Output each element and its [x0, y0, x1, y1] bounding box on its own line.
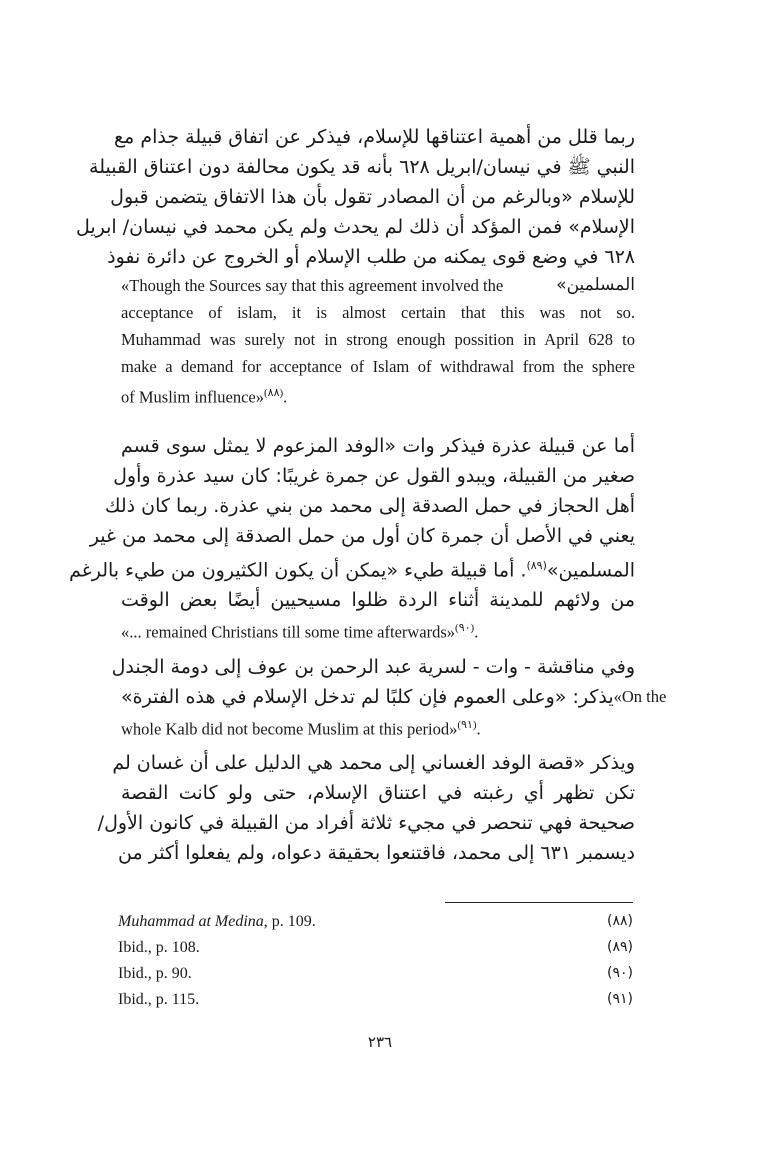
arabic-line-with-ref: [69, 551, 635, 585]
arabic-line: صحيحة فهي تنحصر في مجيء ثلاثة أفراد من القبيلة في كانون الأول/: [97, 812, 635, 834]
english-quote: «... remained Christians till some time afterwards»: [121, 622, 456, 642]
arabic-line: صغير من القبيلة، ويبدو القول عن جمرة غريبًا: كان سيد عذرة وأول: [113, 465, 635, 487]
arabic-line: ويذكر «قصة الوفد الغساني إلى محمد هي الدليل على أن غسان لم: [112, 752, 635, 774]
footnote-number: (٩١): [607, 991, 633, 1007]
footnote-ref: (٨٨): [263, 387, 284, 399]
english-line: Muhammad was surely not in strong enough possition in April 628 to: [121, 330, 635, 349]
arabic-text: . أما قبيلة طيء «يمكن أن يكون الكثيرون من طيء بالرغم: [69, 559, 527, 582]
paragraph-udhra: [69, 431, 635, 646]
footnote-ref: (٩٠): [455, 622, 475, 635]
english-quote: whole Kalb did not become Muslim at this period»: [121, 719, 458, 739]
footnote-source: Ibid., p. 108.: [118, 939, 200, 956]
arabic-line: النبي ﷺ في نيسان/ابريل ٦٢٨ بأنه قد يكون محالفة دون اعتناق القبيلة: [89, 156, 635, 178]
english-line: [121, 615, 635, 646]
arabic-line: ربما قلل من أهمية اعتناقها للإسلام، فيذكر عن اتفاق قبيلة جذام مع: [114, 126, 635, 148]
footnote-ref: (٩١): [457, 719, 477, 731]
paragraph-kalb: [111, 652, 667, 743]
arabic-line: من ولائهم للمدينة أثناء الردة ظلوا مسيحيين أيضًا بعض الوقت: [121, 589, 635, 612]
period: .: [474, 622, 479, 642]
footnote-ref: (٨٩): [526, 559, 547, 572]
source-detail: , p. 109.: [263, 913, 316, 930]
arabic-line: أما عن قبيلة عذرة فيذكر وات «الوفد المزعوم لا يمثل سوى قسم: [121, 435, 635, 457]
footnote-source: Ibid., p. 115.: [118, 991, 200, 1008]
footnote-separator: [445, 902, 633, 903]
footnote-89: [118, 939, 633, 965]
page-number: ٢٣٦: [367, 1033, 393, 1051]
arabic-line: تكن تظهر أي رغبته في اعتناق الإسلام، حتى ولو كانت القصة: [121, 782, 635, 804]
footnote-source: [118, 913, 316, 931]
period: .: [283, 387, 288, 407]
footnote-number: (٨٩): [607, 939, 633, 955]
book-title: Muhammad at Medina: [118, 913, 264, 930]
english-last-line: [121, 380, 635, 411]
footnote-number: (٨٨): [607, 913, 633, 929]
arabic-line: ديسمبر ٦٣١ إلى محمد، فاقتنعوا بحقيقة دعواه، ولم يفعلوا أكثر من: [118, 842, 635, 864]
mixed-line: [121, 682, 667, 712]
arabic-text: المسلمين»: [546, 559, 635, 582]
footnote-90: [118, 965, 633, 991]
period: .: [476, 719, 481, 739]
english-line-text: of Muslim influence»: [121, 387, 264, 407]
english-line: make a demand for acceptance of Islam of withdrawal from the sphere: [121, 357, 635, 376]
footnote-91: [118, 991, 633, 1017]
arabic-quote-word: «المسلمين: [556, 275, 635, 295]
arabic-line: أهل الحجاز في حمل الصدقة إلى محمد من بني عذرة. ربما كان ذلك: [104, 495, 635, 517]
arabic-text: يذكر: «وعلى العموم فإن كلبًا لم تدخل الإسلام في هذه الفترة»: [121, 686, 614, 708]
arabic-line: وفي مناقشة - وات - لسرية عبد الرحمن بن عوف إلى دومة الجندل: [111, 656, 635, 678]
english-quote-start: «Though the Sources say that this agreement involved the: [121, 276, 504, 295]
arabic-line: يعني في الأصل أن جمرة كان أول من حمل الصدقة إلى محمد من غير: [89, 525, 635, 547]
paragraph-jutham: [75, 122, 635, 411]
english-line: [121, 712, 635, 743]
english-line: acceptance of islam, it is almost certain that this was not so.: [121, 303, 635, 322]
paragraph-ghassan: [97, 748, 635, 868]
footnote-number: (٩٠): [607, 965, 633, 981]
arabic-line: ٦٢٨ في وضع قوى يمكنه من طلب الإسلام أو الخروج عن دائرة نفوذ: [107, 246, 635, 268]
arabic-line: الإسلام» فمن المؤكد أن ذلك لم يحدث ولم يكن محمد في نيسان/ ابريل: [75, 216, 635, 238]
arabic-line: للإسلام «وبالرغم من أن المصادر تقول بأن هذا الاتفاق يتضمن قبول: [110, 186, 635, 208]
english-quote-line: [121, 272, 635, 299]
english-quote-start: «On the: [613, 687, 667, 706]
footnote-88: [118, 913, 633, 939]
footnote-source: Ibid., p. 90.: [118, 965, 192, 982]
